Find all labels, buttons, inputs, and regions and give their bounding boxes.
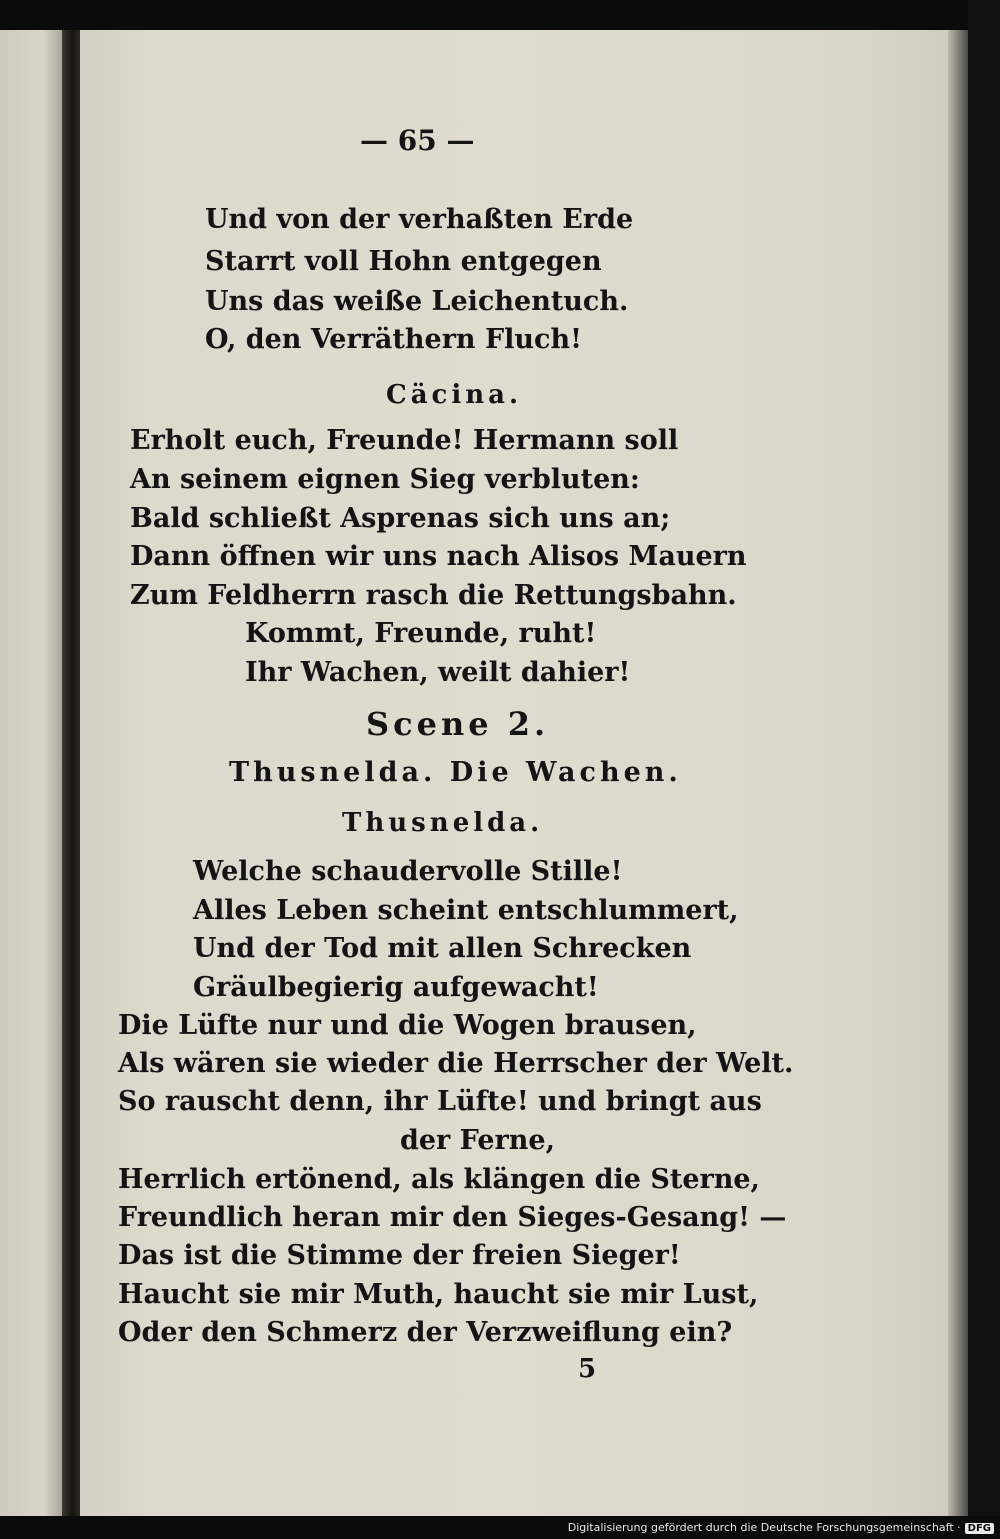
- left-page-edge: [0, 30, 62, 1516]
- speaker-name: Cäcina.: [386, 380, 523, 410]
- verse-line: Herrlich ertönend, als klängen die Sterne,: [118, 1164, 760, 1195]
- verse-line: Oder den Schmerz der Verzweiflung ein?: [118, 1317, 733, 1348]
- verse-line: Das ist die Stimme der freien Sieger!: [118, 1240, 681, 1271]
- verse-line: Bald schließt Asprenas sich uns an;: [130, 503, 671, 534]
- verse-line: Als wären sie wieder die Herrscher der Welt.: [118, 1048, 794, 1079]
- speaker-name: Thusnelda.: [342, 808, 544, 838]
- verse-line: Und der Tod mit allen Schrecken: [193, 933, 692, 964]
- verse-line: Gräulbegierig aufgewacht!: [193, 972, 599, 1003]
- verse-line: So rauscht denn, ihr Lüfte! und bringt aus: [118, 1086, 762, 1117]
- verse-line: Starrt voll Hohn entgegen: [205, 246, 602, 277]
- scan-background: [968, 0, 1000, 1539]
- verse-line: Uns das weiße Leichentuch.: [205, 286, 629, 317]
- credit-text: Digitalisierung gefördert durch die Deutsche Forschungsgemeinschaft ·: [567, 1521, 961, 1534]
- verse-line: Ihr Wachen, weilt dahier!: [245, 657, 631, 688]
- verse-line: Zum Feldherrn rasch die Rettungsbahn.: [130, 580, 737, 611]
- verse-line: An seinem eignen Sieg verbluten:: [130, 464, 640, 495]
- verse-line: der Ferne,: [400, 1125, 555, 1156]
- verse-line: Freundlich heran mir den Sieges-Gesang! —: [118, 1202, 787, 1233]
- verse-line: Haucht sie mir Muth, haucht sie mir Lust,: [118, 1279, 759, 1310]
- verse-line: Und von der verhaßten Erde: [205, 204, 634, 235]
- verse-line: Alles Leben scheint entschlummert,: [193, 895, 739, 926]
- page-number: — 65 —: [360, 124, 475, 157]
- verse-line: Dann öffnen wir uns nach Alisos Mauern: [130, 541, 747, 572]
- verse-line: O, den Verräthern Fluch!: [205, 324, 582, 355]
- verse-line: Die Lüfte nur und die Wogen brausen,: [118, 1010, 697, 1041]
- signature-mark: 5: [578, 1354, 597, 1384]
- scene-title: Scene 2.: [366, 705, 550, 743]
- book-gutter: [62, 30, 80, 1516]
- verse-line: Kommt, Freunde, ruht!: [245, 618, 597, 649]
- digitization-credit: [568, 1521, 994, 1534]
- verse-line: Erholt euch, Freunde! Hermann soll: [130, 425, 679, 456]
- dfg-logo-icon: DFG: [965, 1523, 994, 1534]
- scene-cast: Thusnelda. Die Wachen.: [229, 757, 682, 788]
- verse-line: Welche schaudervolle Stille!: [193, 856, 623, 887]
- right-page-edge: [948, 30, 968, 1516]
